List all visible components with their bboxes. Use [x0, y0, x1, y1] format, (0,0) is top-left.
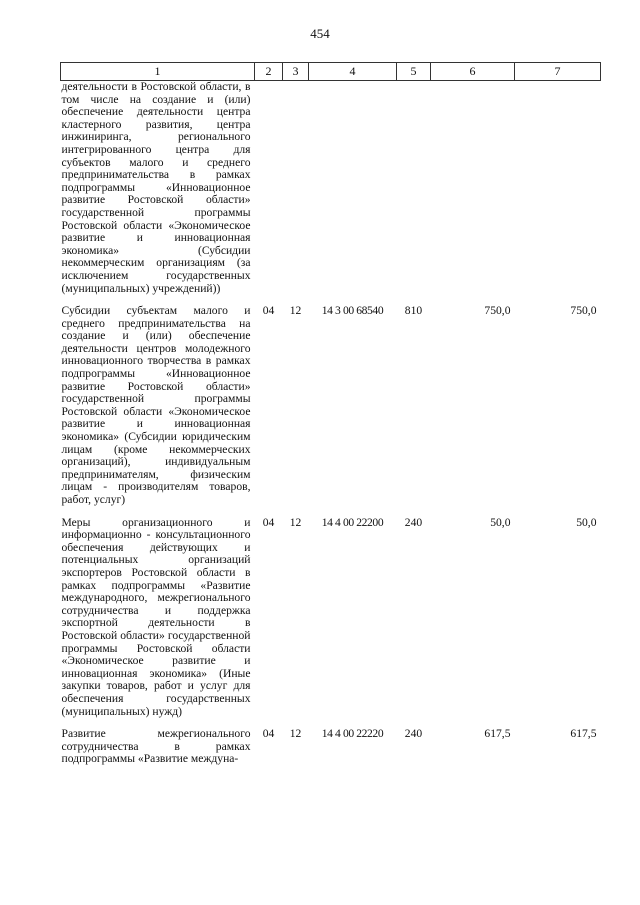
row-target-code: 14 4 00 22200 [321, 515, 384, 529]
column-header: 5 [397, 63, 431, 81]
row-subsection: 12 [289, 304, 302, 318]
row-subsection: 12 [289, 727, 302, 741]
table-row [61, 305, 601, 517]
column-header: 3 [283, 63, 309, 81]
row-target-code: 14 4 00 22220 [321, 727, 384, 741]
budget-table [60, 62, 601, 776]
page-number: 454 [310, 26, 330, 41]
row-section: 04 [262, 515, 275, 529]
column-header: 2 [255, 63, 283, 81]
column-header: 7 [515, 63, 601, 81]
column-header: 6 [431, 63, 515, 81]
row-amount-1: 50,0 [490, 515, 511, 529]
table-row [61, 517, 601, 729]
row-subsection [283, 81, 309, 306]
row-subsection: 12 [289, 515, 302, 529]
row-description: Субсидии субъектам малого и среднего предпринимательства на создание и (или) обеспечение деятельности центров молодежного инновационного творчества в рамках подпрограммы «Инновационное развитие Ростовской области» государственной программы Ростовской области «Экономическое развитие и инновационная экономика» (Субсидии юридическим лицам (кроме некоммерческих организаций), индивидуальным предпринимателям, физическим лицам - производителям товаров, работ, услуг) [61, 304, 251, 506]
row-section: 04 [262, 304, 275, 318]
row-amount-2 [515, 81, 601, 306]
row-expense-type [397, 81, 431, 306]
row-section: 04 [262, 727, 275, 741]
row-expense-type: 240 [404, 727, 423, 741]
row-section [255, 81, 283, 306]
row-expense-type: 240 [404, 515, 423, 529]
row-amount-1 [431, 81, 515, 306]
row-amount-1: 617,5 [484, 727, 511, 741]
table-row [61, 81, 601, 306]
row-target-code: 14 3 00 68540 [321, 304, 384, 318]
row-description: деятельности в Ростовской области, в том числе на создание и (или) обеспечение деятельности центра кластерного развития, центра инжиниринга, регионального интегрированного центра для субъектов малого и среднего предпринимательства в рамках подпрограммы «Инновационное развитие Ростовской области» государственной программы Ростовской области «Экономическое развитие и инновационная экономика» (Субсидии некоммерческим организациям (за исключением государственных (муниципальных) учреждений)) [61, 80, 251, 295]
row-description: Меры организационного и информационно - консультационного обеспечения действующих и потенциальных организаций экспортеров Ростовской области в рамках подпрограммы «Развитие международного, межрегионального сотрудничества и поддержка экспортной деятельности в Ростовской области» государственной программы Ростовской области «Экономическое развитие и инновационная экономика» (Иные закупки товаров, работ и услуг для обеспечения государственных (муниципальных) нужд) [61, 515, 251, 718]
row-amount-2: 50,0 [576, 515, 597, 529]
table-header-row [61, 63, 601, 81]
row-description: Развитие межрегионального сотрудничества в рамках подпрограммы «Развитие междуна- [61, 727, 251, 766]
table-row [61, 728, 601, 776]
row-expense-type: 810 [404, 304, 423, 318]
column-header: 4 [309, 63, 397, 81]
row-target-code [309, 81, 397, 306]
column-header: 1 [61, 63, 255, 81]
row-amount-2: 750,0 [570, 304, 597, 318]
row-amount-1: 750,0 [484, 304, 511, 318]
row-amount-2: 617,5 [570, 727, 597, 741]
